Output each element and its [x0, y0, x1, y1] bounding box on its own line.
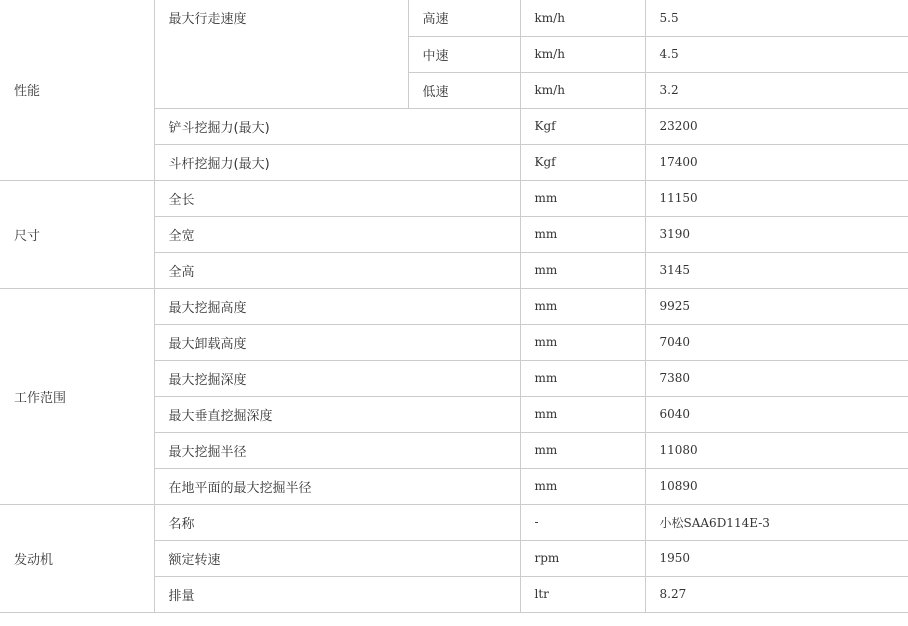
row-label: 最大卸载高度 [154, 324, 520, 360]
row-unit: mm [520, 252, 645, 288]
row-unit: mm [520, 216, 645, 252]
category-performance: 性能 [0, 0, 154, 180]
row-unit: ltr [520, 576, 645, 612]
row-value: 8.27 [645, 576, 908, 612]
row-label: 名称 [154, 504, 520, 540]
table-row [0, 288, 908, 324]
row-label: 全宽 [154, 216, 520, 252]
row-unit: mm [520, 396, 645, 432]
sub-label-high-speed: 高速 [408, 0, 520, 36]
row-value: 小松SAA6D114E-3 [645, 504, 908, 540]
row-value: 3145 [645, 252, 908, 288]
row-value: 7040 [645, 324, 908, 360]
row-value: 5.5 [645, 0, 908, 36]
row-value: 1950 [645, 540, 908, 576]
row-label: 排量 [154, 576, 520, 612]
row-value: 7380 [645, 360, 908, 396]
row-value: 3.2 [645, 72, 908, 108]
row-label: 全高 [154, 252, 520, 288]
row-label-max-speed: 最大行走速度 [154, 0, 408, 108]
row-label: 斗杆挖掘力(最大) [154, 144, 520, 180]
row-label: 最大挖掘高度 [154, 288, 520, 324]
row-value: 10890 [645, 468, 908, 504]
row-value: 3190 [645, 216, 908, 252]
row-label: 最大垂直挖掘深度 [154, 396, 520, 432]
table-row [0, 504, 908, 540]
row-unit: - [520, 504, 645, 540]
row-value: 11150 [645, 180, 908, 216]
row-unit: km/h [520, 36, 645, 72]
row-label: 全长 [154, 180, 520, 216]
row-label: 在地平面的最大挖掘半径 [154, 468, 520, 504]
row-unit: rpm [520, 540, 645, 576]
row-unit: Kgf [520, 108, 645, 144]
row-unit: Kgf [520, 144, 645, 180]
category-dimensions: 尺寸 [0, 180, 154, 288]
row-unit: mm [520, 180, 645, 216]
row-value: 6040 [645, 396, 908, 432]
row-label: 铲斗挖掘力(最大) [154, 108, 520, 144]
row-label: 最大挖掘深度 [154, 360, 520, 396]
row-unit: mm [520, 324, 645, 360]
row-value: 4.5 [645, 36, 908, 72]
row-label: 额定转速 [154, 540, 520, 576]
row-unit: km/h [520, 0, 645, 36]
sub-label-medium-speed: 中速 [408, 36, 520, 72]
category-working-range: 工作范围 [0, 288, 154, 504]
row-value: 17400 [645, 144, 908, 180]
row-unit: mm [520, 288, 645, 324]
category-engine: 发动机 [0, 504, 154, 612]
row-value: 9925 [645, 288, 908, 324]
table-row [0, 180, 908, 216]
sub-label-low-speed: 低速 [408, 72, 520, 108]
row-value: 11080 [645, 432, 908, 468]
row-value: 23200 [645, 108, 908, 144]
row-unit: mm [520, 360, 645, 396]
row-unit: km/h [520, 72, 645, 108]
row-label: 最大挖掘半径 [154, 432, 520, 468]
row-unit: mm [520, 468, 645, 504]
row-unit: mm [520, 432, 645, 468]
table-row [0, 0, 908, 36]
